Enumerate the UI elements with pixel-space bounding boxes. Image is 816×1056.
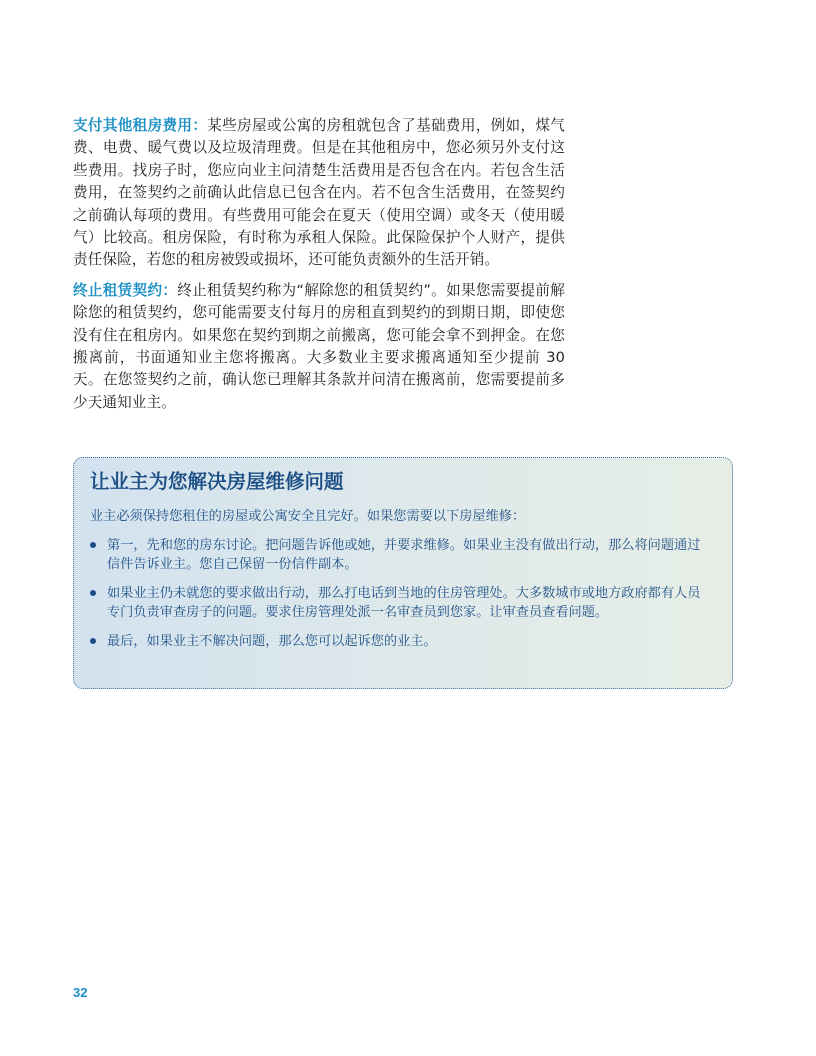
list-item-text: 最后，如果业主不解决问题，那么您可以起诉您的业主。 xyxy=(107,634,437,649)
paragraph-text: 终止租赁契约称为“解除您的租赁契约”。如果您需要提前解除您的租赁契约，您可能需要支付每月的房租直到契约的到期日期，即使您没有住在租房内。如果您在契约到期之前搬离，您可能会拿不到押金。在您搬离前，书面通知业主您将搬离。大多数业主要求搬离通知至少提前 30 天。在您签契约之前，确认您已理解其条款并问清在搬离前，您需要提前多少天通知业主。 xyxy=(73,281,565,411)
repairs-callout-box xyxy=(73,457,733,689)
paragraph-text: 某些房屋或公寓的房租就包含了基础费用，例如，煤气费、电费、暖气费以及垃圾清理费。但是在其他租房中，您必须另外支付这些费用。找房子时，您应向业主问清楚生活费用是否包含在内。若包含生活费用，在签契约之前确认此信息已包含在内。若不包含生活费用，在签契约之前确认每项的费用。有些费用可能会在夏天（使用空调）或冬天（使用暖气）比较高。租房保险，有时称为承租人保险。此保险保护个人财产，提供责任保险，若您的租房被毁或损坏，还可能负责额外的生活开销。 xyxy=(73,117,566,269)
paragraph-lead: 终止租赁契约： xyxy=(73,281,178,299)
list-item-text: 第一，先和您的房东讨论。把问题告诉他或她，并要求维修。如果业主没有做出行动，那么将问题通过信件告诉业主。您自己保留一份信件副本。 xyxy=(107,538,701,572)
list-item xyxy=(90,536,708,574)
paragraph-other-rental-costs xyxy=(73,115,565,272)
callout-intro: 业主必须保持您租住的房屋或公寓安全且完好。如果您需要以下房屋维修： xyxy=(90,509,526,524)
paragraph-terminate-lease xyxy=(73,280,565,414)
bullet-icon xyxy=(90,542,96,548)
list-item xyxy=(90,632,708,651)
page-number: 32 xyxy=(73,985,88,1000)
main-content xyxy=(73,115,565,422)
list-item xyxy=(90,584,708,622)
callout-list xyxy=(90,536,708,651)
callout-title: 让业主为您解决房屋维修问题 xyxy=(90,470,344,493)
paragraph-lead: 支付其他租房费用： xyxy=(73,117,208,134)
list-item-text: 如果业主仍未就您的要求做出行动，那么打电话到当地的住房管理处。大多数城市或地方政府都有人员专门负责审查房子的问题。要求住房管理处派一名审查员到您家。让审查员查看问题。 xyxy=(107,586,701,620)
bullet-icon xyxy=(90,638,96,644)
bullet-icon xyxy=(90,590,96,596)
